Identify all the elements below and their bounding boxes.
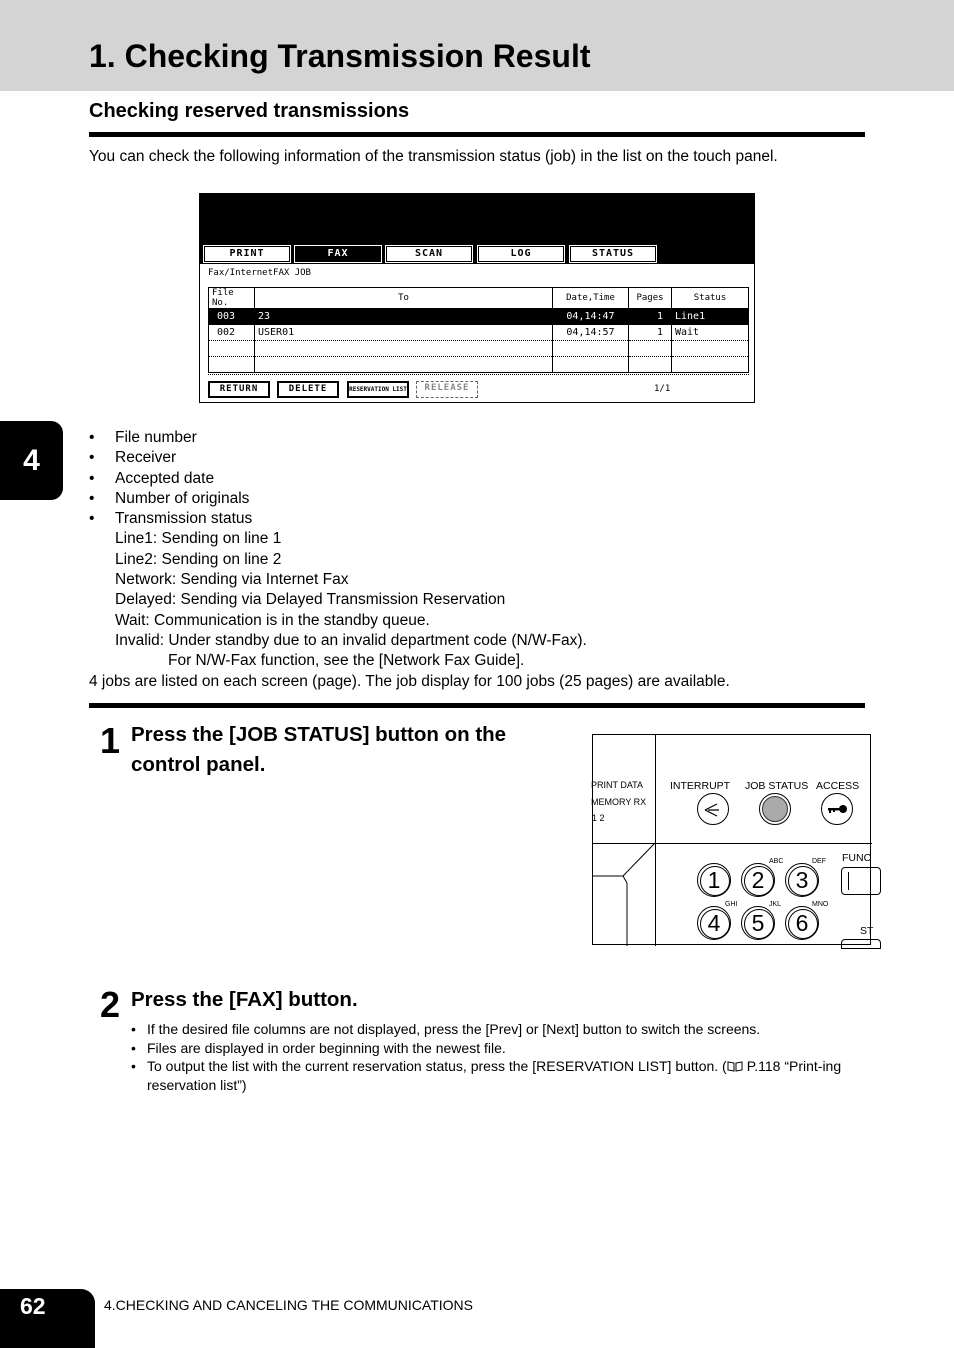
memory-rx-label: MEMORY RX <box>591 797 647 807</box>
intro-text: You can check the following information of the transmission status (job) in the list on the touch panel. <box>89 148 778 165</box>
keypad-5[interactable]: 5 <box>741 906 775 940</box>
tab-log[interactable]: LOG <box>478 246 564 262</box>
section-rule <box>89 132 865 137</box>
info-list <box>89 428 730 692</box>
page-title: 1. Checking Transmission Result <box>89 38 591 74</box>
keypad-1[interactable]: 1 <box>697 863 731 897</box>
tab-print[interactable]: PRINT <box>204 246 290 262</box>
col-status: Status <box>672 288 749 309</box>
key-letters: JKL <box>769 901 782 908</box>
col-date-time: Date,Time <box>553 288 629 309</box>
table-row[interactable]: 002 USER01 04,14:57 1 Wait <box>209 325 749 341</box>
step-1-number: 1 <box>100 720 121 761</box>
access-button[interactable] <box>821 793 853 825</box>
key-letters: MNO <box>812 901 829 908</box>
list-item: • To output the list with the current reservation status, press the [RESERVATION LIST] button. ( P.118 “Print-ing reservation list”) <box>131 1057 866 1094</box>
release-button[interactable]: RELEASE <box>416 381 478 398</box>
keypad-4[interactable]: 4 <box>697 906 731 940</box>
key-letters: DEF <box>812 858 826 865</box>
delete-button[interactable]: DELETE <box>277 381 339 398</box>
list-item: • Receiver <box>89 448 730 468</box>
status-line: Delayed: Sending via Delayed Transmission Reservation <box>115 591 506 609</box>
status-line: Invalid: Under standby due to an invalid department code (N/W-Fax). <box>115 631 587 649</box>
interrupt-label: INTERRUPT <box>670 780 731 792</box>
table-row[interactable] <box>209 341 749 357</box>
list-item: • Number of originals <box>89 489 730 509</box>
control-panel-illustration <box>591 734 874 945</box>
print-data-label: PRINT DATA <box>591 780 644 790</box>
step-rule <box>89 703 865 708</box>
status-note: For N/W-Fax function, see the [Network Fax Guide]. <box>168 652 525 670</box>
key-letters: GHI <box>725 901 738 908</box>
job-table <box>208 287 749 373</box>
step-2-number: 2 <box>100 984 121 1025</box>
table-row[interactable] <box>209 357 749 373</box>
interrupt-button[interactable] <box>697 793 729 825</box>
tab-scan[interactable]: SCAN <box>386 246 472 262</box>
job-status-button[interactable] <box>759 793 791 825</box>
jobs-note: 4 jobs are listed on each screen (page). The job display for 100 jobs (25 pages) are available. <box>89 672 730 690</box>
col-to: To <box>255 288 553 309</box>
list-item: • If the desired file columns are not displayed, press the [Prev] or [Next] button to switch the screens. <box>131 1020 866 1039</box>
status-line: Wait: Communication is in the standby queue. <box>115 611 430 629</box>
job-status-label: JOB STATUS <box>745 780 809 792</box>
list-item: • Transmission status <box>89 509 730 529</box>
func-label: FUNC <box>842 852 872 864</box>
keypad-6[interactable]: 6 <box>785 906 819 940</box>
list-item: • File number <box>89 428 730 448</box>
key-icon <box>826 802 848 816</box>
touch-panel-screen <box>199 193 755 403</box>
book-icon <box>727 1060 743 1072</box>
return-button[interactable]: RETURN <box>208 381 270 398</box>
table-row[interactable]: 003 23 04,14:47 1 Line1 <box>209 309 749 325</box>
panel-subtitle: Fax/InternetFAX JOB <box>208 268 311 278</box>
list-item: • Files are displayed in order beginning with the newest file. <box>131 1039 866 1058</box>
keypad-2[interactable]: 2 <box>741 863 775 897</box>
interrupt-icon <box>703 800 723 818</box>
status-line: Network: Sending via Internet Fax <box>115 571 349 589</box>
status-line: Line1: Sending on line 1 <box>115 530 282 548</box>
step-2-title: Press the [FAX] button. <box>131 988 358 1011</box>
reservation-list-button[interactable]: RESERVATION LIST <box>347 381 409 398</box>
chapter-tab: 4 <box>0 421 63 500</box>
page-number: 62 <box>0 1289 95 1348</box>
start-button-edge <box>841 939 881 949</box>
list-item: • Accepted date <box>89 469 730 489</box>
function-button-edge <box>848 872 888 890</box>
panel-divider <box>208 374 749 375</box>
status-line: Line2: Sending on line 2 <box>115 550 282 568</box>
tab-status[interactable]: STATUS <box>570 246 656 262</box>
col-file-no: File No. <box>209 288 255 309</box>
col-pages: Pages <box>629 288 672 309</box>
key-letters: ABC <box>769 858 784 865</box>
section-title: Checking reserved transmissions <box>89 100 410 122</box>
access-label: ACCESS <box>816 780 860 792</box>
footer-chapter: 4.CHECKING AND CANCELING THE COMMUNICATIONS <box>104 1297 473 1313</box>
line-indicator-label: 1 2 <box>592 813 605 823</box>
keypad-3[interactable]: 3 <box>785 863 819 897</box>
step-1-text: Press the [JOB STATUS] button on the control panel. <box>131 723 507 776</box>
page-indicator: 1/1 <box>654 384 671 394</box>
panel-bevel <box>593 843 656 946</box>
st-label: ST <box>860 925 874 937</box>
tab-fax[interactable]: FAX <box>295 246 381 262</box>
step-2-notes <box>131 1020 866 1094</box>
